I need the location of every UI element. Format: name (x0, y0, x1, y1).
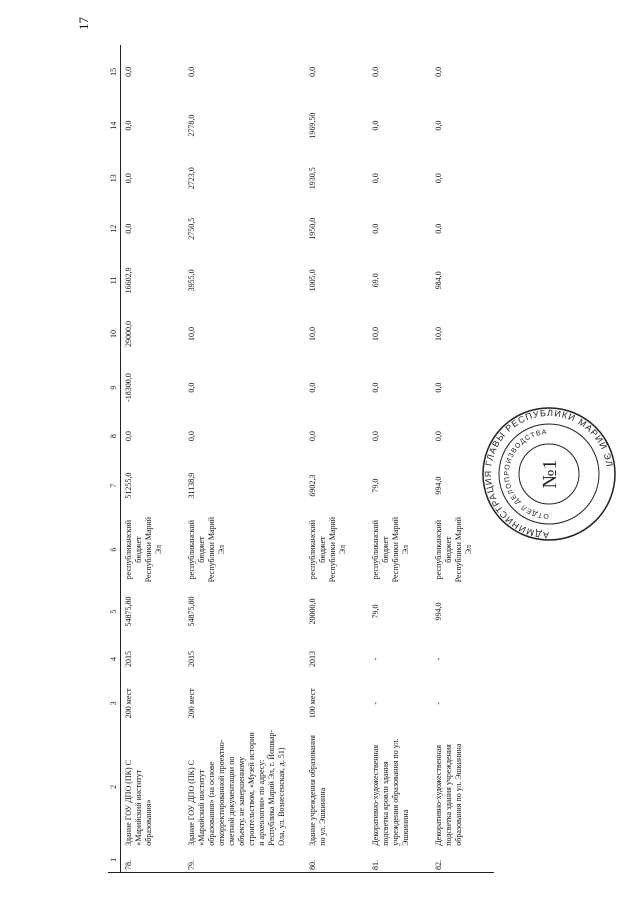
cell-source: республиканский бюджет Республики Марий Эл (371, 516, 410, 583)
cell-capacity: 200 мест (124, 688, 133, 719)
cell-capacity: - (434, 701, 443, 705)
cell-v11: 3955,0 (187, 269, 196, 292)
cell-v7: 31138,9 (187, 472, 196, 499)
cell-source: республиканский бюджет Республики Марий Эл (124, 516, 163, 583)
column-header-12: 12 (108, 204, 121, 254)
table-row (368, 45, 431, 873)
svg-text:АДМИНИСТРАЦИЯ ГЛАВЫ РЕСПУБЛИКИ: АДМИНИСТРАЦИЯ ГЛАВЫ РЕСПУБЛИКИ МАРИЙ ЭЛ (482, 407, 615, 541)
cell-source: республиканский бюджет Республики Марий Эл (434, 516, 473, 583)
cell-v7: 51255,0 (124, 472, 133, 499)
cell-v9: 0,0 (434, 382, 443, 393)
cell-v15: 0,0 (308, 66, 317, 77)
budget-table (108, 45, 494, 873)
column-header-1: 1 (108, 848, 121, 873)
cell-source: республиканский бюджет Республики Марий Эл (308, 516, 347, 583)
cell-v12: 2750,5 (187, 217, 196, 240)
cell-v13: 1930,5 (308, 167, 317, 190)
cell-v10: 10,0 (371, 327, 380, 341)
cell-v10: 10,0 (187, 327, 196, 341)
column-header-14: 14 (108, 99, 121, 153)
cell-num: 79. (184, 848, 305, 873)
column-header-11: 11 (108, 254, 121, 308)
cell-v9: 0,0 (371, 382, 380, 393)
cell-num: 78. (121, 848, 185, 873)
cell-year: 2013 (308, 650, 317, 667)
cell-v12: 1950,0 (308, 217, 317, 240)
cell-v13: 0,0 (434, 173, 443, 184)
column-header-13: 13 (108, 152, 121, 204)
column-header-10: 10 (108, 307, 121, 361)
table-row (121, 45, 185, 873)
cell-v8: 0,0 (308, 431, 317, 442)
cell-name: Декоративно-художественная подсветка здания учреждения образования по ул. Эшкинина (434, 743, 463, 846)
rotated-table-container (108, 45, 528, 873)
cell-name: Здание ГОУ ДПО (ПК) С «Марийский институт образования» (на основе откорректированной проектно-сметной документации по объекту, не завершенному строительством, «Музей истории и археологии» по адресу: Республика Марий Эл, г. Йошкар-Ола, ул. Вознесенская, д. 51) (187, 729, 286, 846)
cell-v8: 0,0 (434, 431, 443, 442)
cell-cost: 20000,0 (308, 598, 317, 625)
column-header-6: 6 (108, 513, 121, 585)
cell-v9: -18300,0 (124, 373, 133, 402)
cell-year: - (371, 657, 380, 661)
header-row (108, 45, 121, 873)
svg-text:ОТДЕЛ ДЕЛОПРОИЗВОДСТВА: ОТДЕЛ ДЕЛОПРОИЗВОДСТВА (503, 428, 550, 520)
cell-name: Здание ГОУ ДПО (ПК) С «Марийский институт образования» (124, 760, 153, 846)
cell-num: 81. (368, 848, 431, 873)
page-number: 17 (76, 17, 91, 30)
cell-name: Здание учреждения образования по ул. Эшкинина (308, 735, 327, 846)
cell-v14: 0,0 (124, 120, 133, 131)
cell-v10: 10,0 (308, 327, 317, 341)
cell-v11: 984,0 (434, 271, 443, 290)
cell-cost: 54875,80 (124, 596, 133, 627)
cell-v7: 994,0 (434, 476, 443, 495)
cell-v8: 0,0 (124, 431, 133, 442)
cell-v9: 0,0 (187, 382, 196, 393)
cell-v15: 0,0 (187, 66, 196, 77)
cell-cost: 54875,80 (187, 596, 196, 627)
cell-v13: 0,0 (371, 173, 380, 184)
cell-v8: 0,0 (187, 431, 196, 442)
cell-cost: 994,0 (434, 602, 443, 621)
cell-name: Декоративно-художественная подсветка кровли здания учреждения образования по ул. Эшкинина (371, 738, 410, 846)
cell-num: 80. (305, 848, 368, 873)
cell-source: республиканский бюджет Республики Марий Эл (187, 516, 226, 583)
cell-year: 2015 (124, 650, 133, 667)
cell-v14: 0,0 (434, 120, 443, 131)
cell-v11: 69,0 (371, 273, 380, 288)
column-header-7: 7 (108, 458, 121, 514)
cell-v14: 1969,50 (308, 112, 317, 139)
column-header-8: 8 (108, 414, 121, 457)
cell-v14: 2778,0 (187, 114, 196, 137)
official-stamp (480, 405, 618, 543)
cell-v15: 0,0 (434, 66, 443, 77)
cell-v11: 1005,0 (308, 269, 317, 292)
table-body (121, 45, 495, 873)
cell-v7: 79,0 (371, 478, 380, 493)
cell-v15: 0,0 (124, 66, 133, 77)
cell-v10: 29000,0 (124, 321, 133, 347)
cell-v15: 0,0 (371, 66, 380, 77)
cell-capacity: 100 мест (308, 688, 317, 719)
cell-capacity: 200 мест (187, 688, 196, 719)
cell-v11: 16602,9 (124, 267, 133, 294)
cell-v10: 10,0 (434, 327, 443, 341)
cell-year: 2015 (187, 650, 196, 667)
cell-year: - (434, 657, 443, 661)
column-header-5: 5 (108, 586, 121, 638)
cell-v13: 2723,0 (187, 167, 196, 190)
cell-v14: 0,0 (371, 120, 380, 131)
cell-v12: 0,0 (124, 223, 133, 234)
column-header-9: 9 (108, 361, 121, 415)
cell-v12: 0,0 (371, 223, 380, 234)
column-header-15: 15 (108, 45, 121, 99)
cell-num: 82. (431, 848, 494, 873)
column-header-4: 4 (108, 637, 121, 680)
table-row (184, 45, 305, 873)
svg-text:№1: №1 (539, 459, 561, 489)
cell-capacity: - (371, 701, 380, 705)
cell-v7: 6902,3 (308, 474, 317, 497)
cell-cost: 79,0 (371, 604, 380, 619)
column-header-3: 3 (108, 681, 121, 726)
cell-v12: 0,0 (434, 223, 443, 234)
cell-v13: 0,0 (124, 173, 133, 184)
cell-v9: 0,0 (308, 382, 317, 393)
cell-v8: 0,0 (371, 431, 380, 442)
table-row (305, 45, 368, 873)
column-header-2: 2 (108, 726, 121, 848)
